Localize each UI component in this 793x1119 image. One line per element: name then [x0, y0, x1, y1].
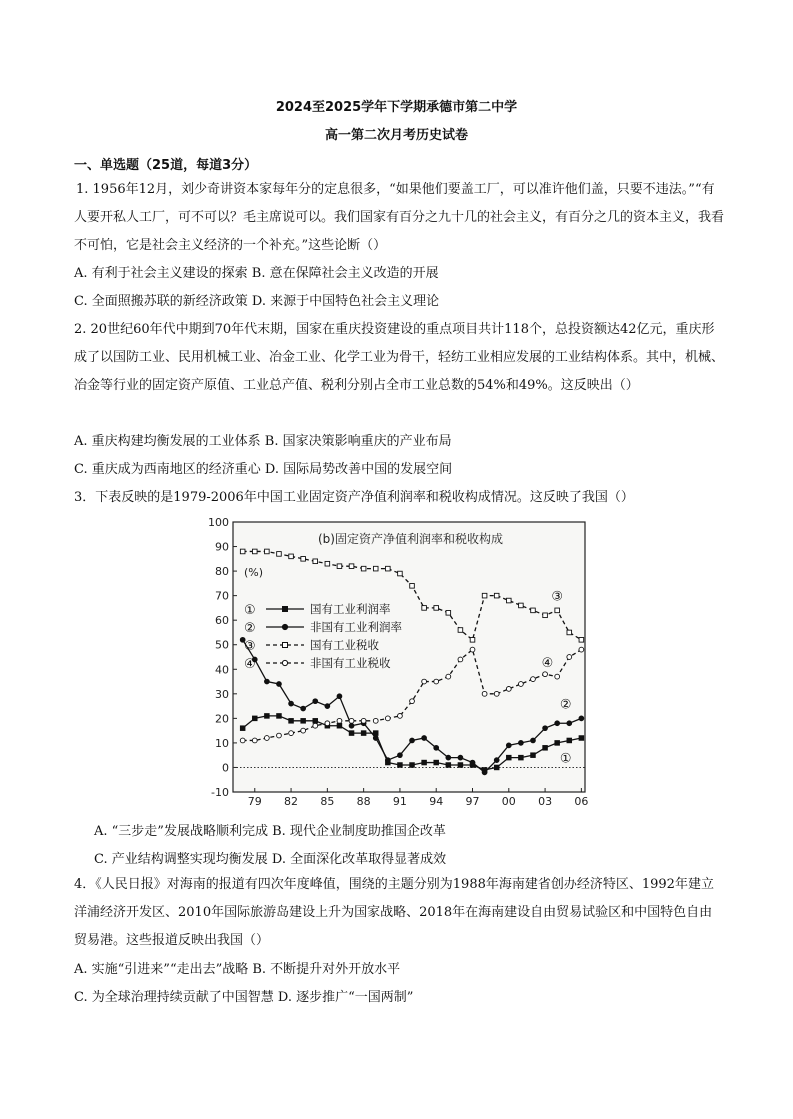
data-point: [531, 753, 536, 758]
data-point: [422, 760, 427, 765]
data-point: [313, 699, 318, 704]
data-point: [434, 760, 439, 765]
data-point: [410, 699, 415, 704]
data-point: [313, 719, 318, 724]
line-chart: [200, 514, 588, 805]
y-tick-label: 70: [215, 589, 229, 603]
x-tick-label: 79: [247, 795, 262, 805]
data-point: [470, 760, 475, 765]
data-point: [458, 628, 463, 633]
data-point: [446, 763, 451, 768]
data-point: [482, 770, 487, 775]
question-4-stem: 4．《人民日报》对海南的报道有四次年度峰值，围绕的主题分别为1988年海南建省创办经济特区、1992年建立洋浦经济开发区、2010年国际旅游岛建设上升为国家战略、2018年在海南建设自由贸易试验区和中国特色自由贸易港。这些报道反映出我国（）: [74, 877, 714, 948]
data-point: [555, 721, 560, 726]
data-point: [531, 738, 536, 743]
data-point: [289, 731, 294, 736]
data-point: [337, 694, 342, 699]
data-point: [398, 753, 403, 758]
data-point: [398, 571, 403, 576]
data-point: [434, 679, 439, 684]
data-point: [422, 679, 427, 684]
legend-label: 国有工业利润率: [310, 602, 391, 616]
data-point: [518, 682, 523, 687]
data-point: [337, 723, 342, 728]
data-point: [519, 603, 524, 608]
data-point: [301, 706, 306, 711]
data-point: [264, 679, 269, 684]
data-point: [252, 549, 257, 554]
data-point: [361, 718, 366, 723]
data-point: [458, 755, 463, 760]
data-point: [373, 566, 378, 571]
data-point: [579, 647, 584, 652]
data-point: [349, 723, 354, 728]
data-point: [555, 608, 560, 613]
data-point: [313, 723, 318, 728]
data-point: [494, 758, 499, 763]
y-tick-label: -10: [211, 786, 229, 799]
legend-swatch-marker: [282, 624, 287, 629]
data-point: [482, 593, 487, 598]
data-point: [434, 745, 439, 750]
data-point: [410, 584, 415, 589]
series-marker-label: ④: [541, 655, 554, 671]
data-point: [506, 743, 511, 748]
legend-label: 国有工业税收: [310, 638, 379, 652]
question-1-options-ab: A. 有利于社会主义建设的探索 B. 意在保障社会主义改造的开展: [74, 266, 439, 281]
data-point: [398, 714, 403, 719]
data-point: [398, 763, 403, 768]
data-point: [289, 701, 294, 706]
question-3-stem: 3．下表反映的是1979-2006年中国工业固定资产净值利润率和税收构成情况。这反映了我国（）: [74, 490, 634, 505]
data-point: [434, 606, 439, 611]
data-point: [385, 716, 390, 721]
data-point: [470, 638, 475, 643]
x-tick-label: 94: [429, 795, 444, 805]
legend-swatch-marker: [283, 607, 288, 612]
x-tick-label: 00: [501, 795, 516, 805]
data-point: [264, 736, 269, 741]
data-point: [482, 691, 487, 696]
y-tick-label: 10: [215, 736, 229, 750]
data-point: [567, 655, 572, 660]
question-2-options-cd: C. 重庆成为西南地区的经济重心 D. 国际局势改善中国的发展空间: [74, 462, 453, 477]
legend-label: 非国有工业税收: [310, 656, 391, 670]
data-point: [289, 719, 294, 724]
x-tick-label: 85: [320, 795, 335, 805]
data-point: [240, 549, 245, 554]
data-point: [494, 765, 499, 770]
data-point: [325, 561, 330, 566]
y-tick-label: 20: [215, 712, 229, 726]
data-point: [386, 566, 391, 571]
series-marker-label: ③: [551, 589, 564, 605]
data-point: [531, 608, 536, 613]
data-point: [555, 674, 560, 679]
data-point: [373, 731, 378, 736]
series-marker-label: ②: [559, 697, 572, 713]
data-point: [410, 738, 415, 743]
data-point: [543, 613, 548, 618]
data-point: [506, 598, 511, 603]
data-point: [301, 719, 306, 724]
data-point: [349, 564, 354, 569]
y-tick-label: 90: [215, 540, 229, 554]
data-point: [410, 763, 415, 768]
data-point: [325, 721, 330, 726]
data-point: [373, 736, 378, 741]
legend-swatch-marker: [283, 643, 288, 648]
data-point: [313, 559, 318, 564]
legend-label: 非国有工业利润率: [310, 620, 402, 634]
x-tick-label: 06: [574, 795, 588, 805]
data-point: [301, 728, 306, 733]
data-point: [543, 672, 548, 677]
legend-marker: ①: [244, 603, 256, 618]
data-point: [494, 593, 499, 598]
y-tick-label: 30: [215, 687, 229, 701]
data-point: [252, 716, 257, 721]
data-point: [519, 755, 524, 760]
data-point: [579, 716, 584, 721]
data-point: [543, 746, 548, 751]
x-tick-label: 03: [538, 795, 553, 805]
data-point: [361, 566, 366, 571]
data-point: [446, 755, 451, 760]
x-tick-label: 91: [392, 795, 407, 805]
data-point: [277, 714, 282, 719]
question-3-options-cd: C. 产业结构调整实现均衡发展 D. 全面深化改革取得显著成效: [94, 852, 447, 867]
data-point: [422, 606, 427, 611]
data-point: [567, 630, 572, 635]
question-1-options-cd: C. 全面照搬苏联的新经济政策 D. 来源于中国特色社会主义理论: [74, 294, 440, 309]
y-tick-label: 50: [215, 638, 229, 652]
data-point: [579, 736, 584, 741]
y-tick-label: 100: [208, 516, 229, 529]
question-2-stem: 2. 20世纪60年代中期到70年代末期，国家在重庆投资建设的重点项目共计118个，总投资额达42亿元，重庆形成了以国防工业、民用机械工业、冶金工业、化学工业为骨干，轻纺工业相应发展的工业结构体系。其中，机械、冶金等行业的固定资产原值、工业总产值、税利分别占全市工业总数的54%和49%。这反映出（）: [74, 322, 725, 393]
data-point: [531, 677, 536, 682]
y-axis-unit: (%): [244, 566, 264, 579]
data-point: [337, 718, 342, 723]
x-tick-label: 97: [465, 795, 480, 805]
plot-frame: [233, 522, 585, 792]
data-point: [422, 736, 427, 741]
data-point: [458, 657, 463, 662]
x-tick-label: 88: [356, 795, 371, 805]
data-point: [506, 755, 511, 760]
question-4-options-cd: C. 为全球治理持续贡献了中国智慧 D. 逐步推广“一国两制”: [74, 990, 414, 1005]
data-point: [555, 741, 560, 746]
legend-marker: ③: [244, 639, 256, 654]
data-point: [446, 611, 451, 616]
legend-marker: ④: [244, 657, 256, 672]
y-tick-label: 0: [222, 761, 229, 775]
data-point: [349, 718, 354, 723]
y-tick-label: 80: [215, 565, 229, 579]
question-1-stem: 1. 1956年12月，刘少奇讲资本家每年分的定息很多，“如果他们要盖工厂，可以准许他们盖，只要不违法。”“有人要开私人工厂，可不可以？毛主席说可以。我们国家有百分之九十几的社会主义，有百分之几的资本主义，我看不可怕，它是社会主义经济的一个补充。”这些论断（）: [74, 182, 725, 253]
data-point: [446, 674, 451, 679]
data-point: [277, 733, 282, 738]
data-point: [289, 554, 294, 559]
chart-title: (b)固定资产净值利润率和税收构成: [318, 532, 503, 546]
legend-swatch-marker: [282, 660, 287, 665]
y-tick-label: 40: [215, 663, 229, 677]
data-point: [518, 741, 523, 746]
data-point: [265, 714, 270, 719]
data-point: [567, 721, 572, 726]
data-point: [567, 738, 572, 743]
series-marker-label: ①: [559, 751, 572, 767]
question-2-options-ab: A. 重庆构建均衡发展的工业体系 B. 国家决策影响重庆的产业布局: [74, 434, 452, 449]
section-heading: 一、单选题（25道，每道3分）: [74, 158, 258, 173]
data-point: [506, 687, 511, 692]
data-point: [385, 758, 390, 763]
question-3-options-ab: A. “三步走”发展战略顺利完成 B. 现代企业制度助推国企改革: [94, 824, 446, 839]
data-point: [337, 564, 342, 569]
data-point: [494, 691, 499, 696]
data-point: [543, 726, 548, 731]
data-point: [361, 731, 366, 736]
legend-marker: ②: [244, 621, 256, 636]
data-point: [470, 647, 475, 652]
data-point: [301, 557, 306, 562]
data-point: [349, 731, 354, 736]
exam-school-title: 2024至2025学年下学期承德市第二中学: [275, 100, 518, 115]
exam-subtitle: 高一第二次月考历史试卷: [324, 128, 468, 143]
question-3-chart: [200, 514, 588, 805]
data-point: [373, 718, 378, 723]
x-tick-label: 82: [284, 795, 299, 805]
data-point: [240, 726, 245, 731]
data-point: [252, 738, 257, 743]
data-point: [579, 638, 584, 643]
data-point: [265, 549, 270, 554]
data-point: [458, 763, 463, 768]
y-tick-label: 60: [215, 614, 229, 628]
data-point: [277, 552, 282, 557]
data-point: [325, 704, 330, 709]
data-point: [240, 738, 245, 743]
data-point: [277, 682, 282, 687]
question-4-options-ab: A. 实施“引进来”“走出去”战略 B. 不断提升对外开放水平: [74, 962, 401, 977]
